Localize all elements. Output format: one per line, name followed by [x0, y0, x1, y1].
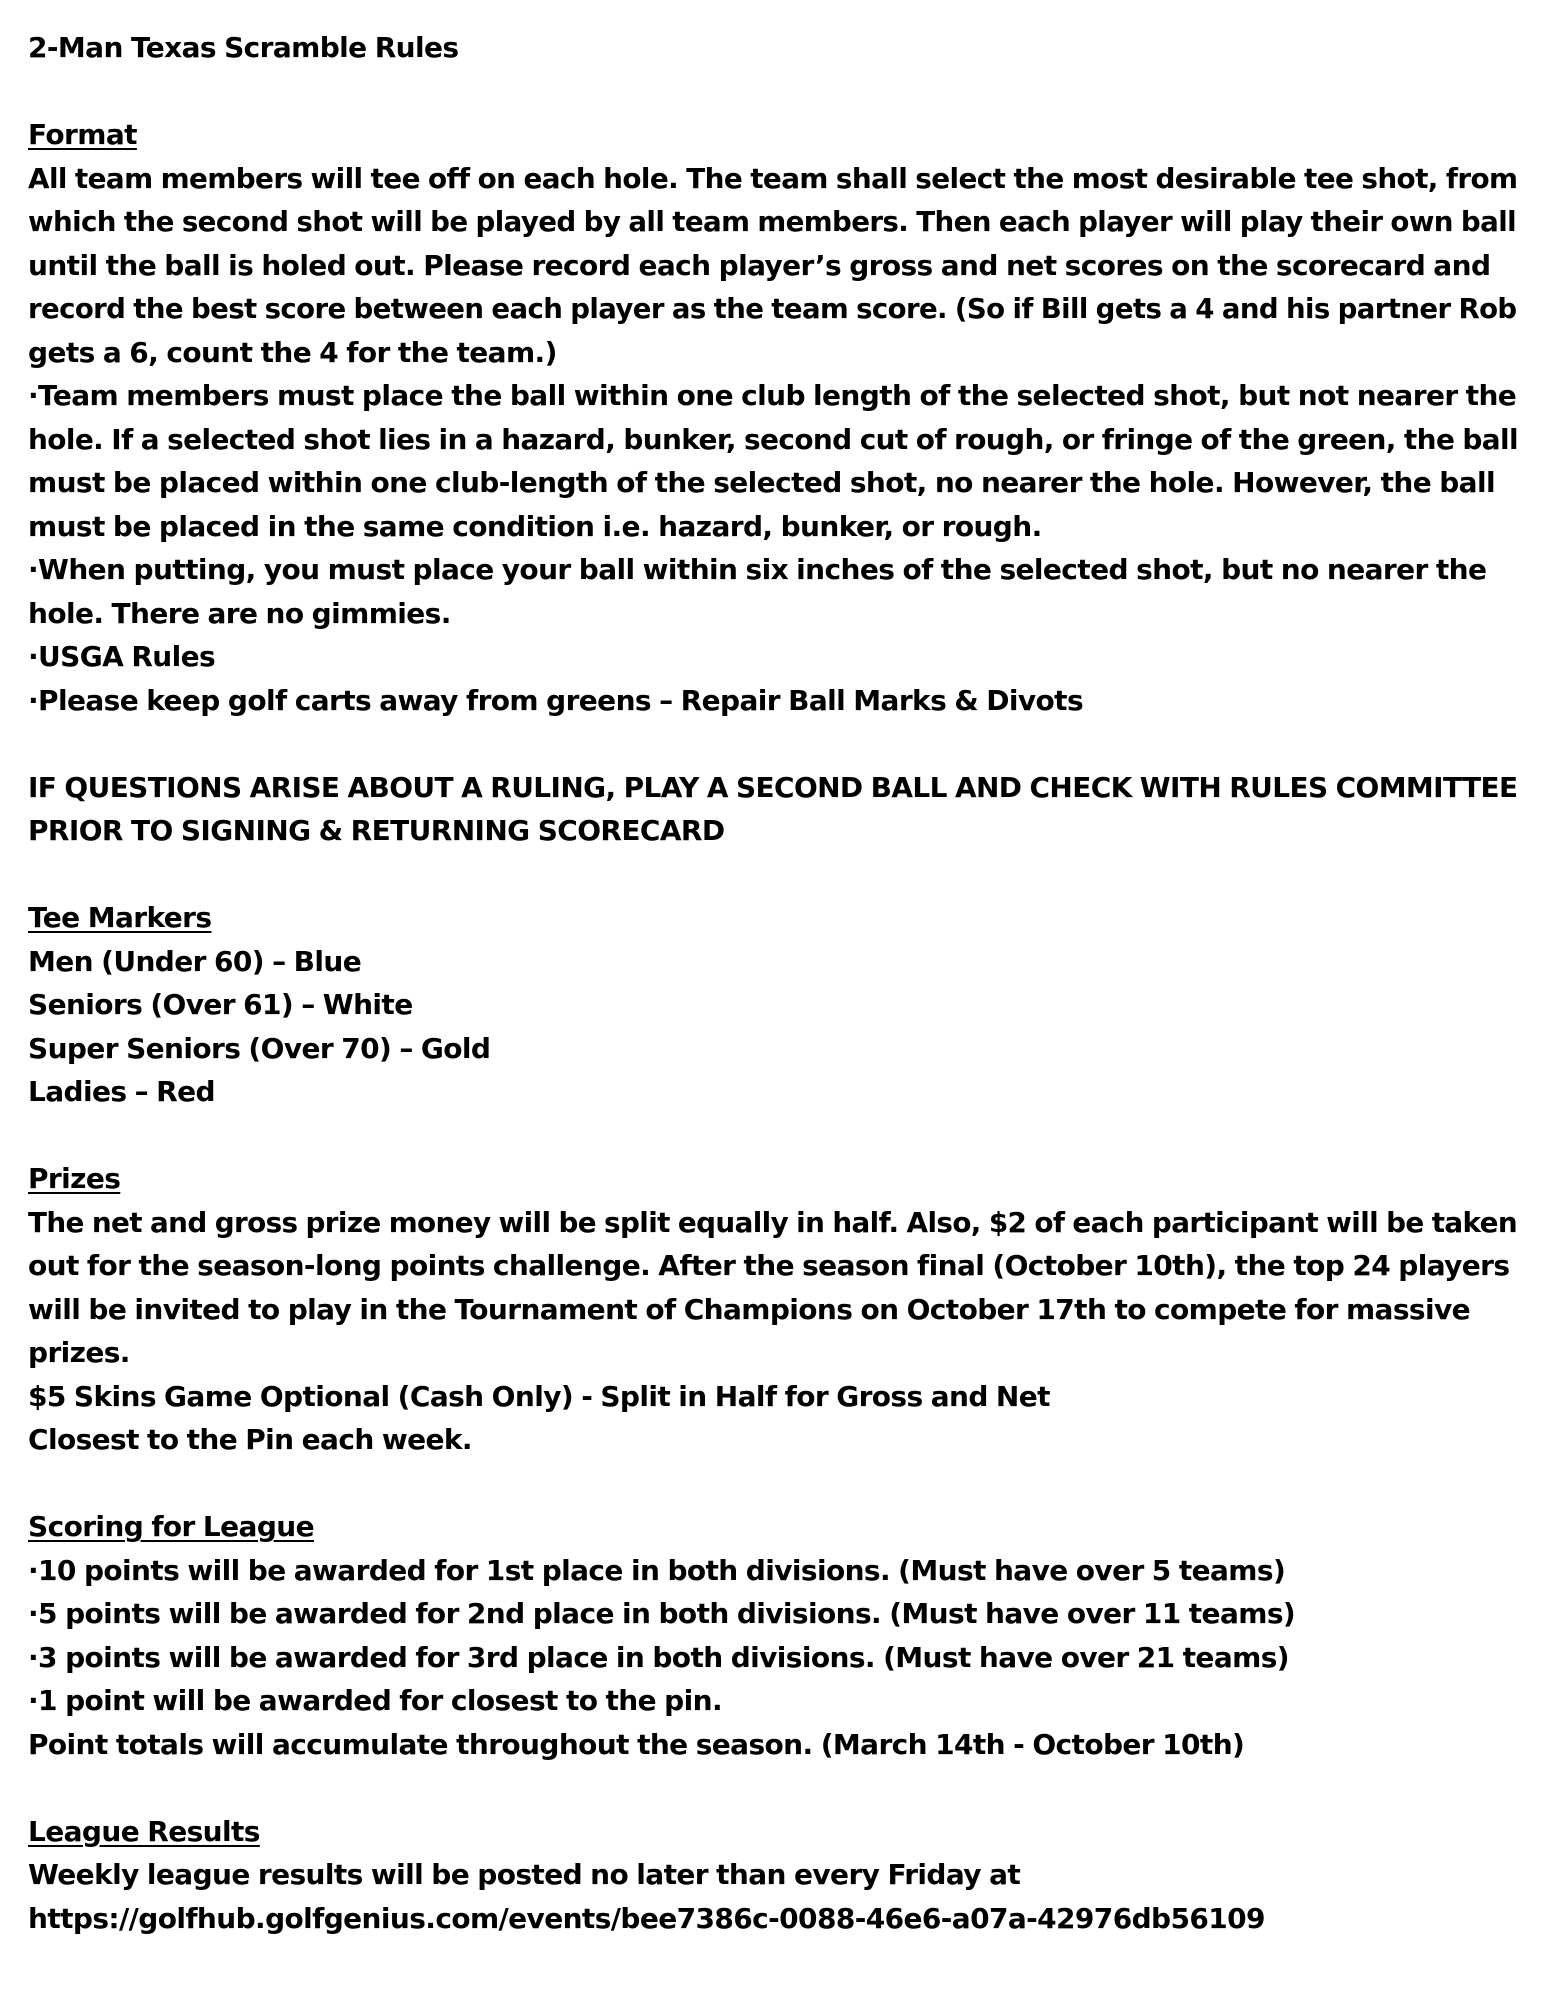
prizes-line: $5 Skins Game Optional (Cash Only) - Split in Half for Gross and Net: [28, 1379, 1050, 1413]
format-line: hole. If a selected shot lies in a hazard, bunker, second cut of rough, or fringe of the green, the ball: [28, 422, 1518, 456]
scoring-line: ·3 points will be awarded for 3rd place in both divisions. (Must have over 21 teams): [28, 1640, 1289, 1674]
blank-line: [28, 70, 1518, 114]
prizes-heading: Prizes: [28, 1162, 121, 1195]
format-line: until the ball is holed out. Please record each player’s gross and net scores on the scorecard and: [28, 248, 1491, 282]
prizes-line: prizes.: [28, 1336, 130, 1369]
tee-marker-item: Seniors (Over 61) – White: [28, 988, 413, 1021]
prizes-section: [28, 1157, 1518, 1462]
rules-document: [28, 26, 1518, 1940]
tee-marker-item: Super Seniors (Over 70) – Gold: [28, 1031, 491, 1065]
tee-marker-item: Ladies – Red: [28, 1075, 215, 1108]
format-section: [28, 113, 1518, 722]
blank-line: [28, 1462, 1518, 1506]
results-line: Weekly league results will be posted no later than every Friday at: [28, 1858, 1021, 1891]
format-line: record the best score between each player as the team score. (So if Bill gets a 4 and his partner Rob: [28, 292, 1517, 325]
prizes-line: will be invited to play in the Tournament of Champions on October 17th to compete for massive: [28, 1292, 1470, 1326]
ruling-notice: [28, 766, 1518, 853]
tee-markers-section: [28, 896, 1518, 1114]
format-line: ·USGA Rules: [28, 640, 216, 673]
blank-line: [28, 722, 1518, 766]
blank-line: [28, 1766, 1518, 1810]
tee-marker-item: Men (Under 60) – Blue: [28, 944, 362, 978]
notice-line: PRIOR TO SIGNING & RETURNING SCORECARD: [28, 814, 725, 847]
document-title: 2-Man Texas Scramble Rules: [28, 31, 459, 64]
scoring-section: [28, 1505, 1518, 1766]
notice-line: IF QUESTIONS ARISE ABOUT A RULING, PLAY A SECOND BALL AND CHECK WITH RULES COMMITTEE: [28, 770, 1518, 804]
format-line: must be placed within one club-length of the selected shot, no nearer the hole. However, the ball: [28, 466, 1495, 499]
tee-markers-heading: Tee Markers: [28, 901, 212, 934]
blank-line: [28, 1114, 1518, 1158]
format-line: All team members will tee off on each hole. The team shall select the most desirable tee shot, from: [28, 161, 1518, 195]
format-line: ·Please keep golf carts away from greens – Repair Ball Marks & Divots: [28, 683, 1084, 717]
prizes-line: out for the season-long points challenge. After the season final (October 10th), the top 24 players: [28, 1249, 1510, 1282]
results-url: https://golfhub.golfgenius.com/events/bee7386c-0088-46e6-a07a-42976db56109: [28, 1901, 1265, 1935]
results-section: [28, 1810, 1518, 1941]
prizes-line: The net and gross prize money will be split equally in half. Also, $2 of each participant will be taken: [28, 1205, 1518, 1239]
scoring-line: ·5 points will be awarded for 2nd place in both divisions. (Must have over 11 teams): [28, 1597, 1296, 1630]
results-heading: League Results: [28, 1814, 260, 1848]
format-line: ·Team members must place the ball within one club length of the selected shot, but not nearer the: [28, 379, 1517, 412]
blank-line: [28, 853, 1518, 897]
format-line: hole. There are no gimmies.: [28, 596, 451, 630]
format-heading: Format: [28, 118, 137, 151]
scoring-line: Point totals will accumulate throughout the season. (March 14th - October 10th): [28, 1727, 1245, 1761]
format-line: gets a 6, count the 4 for the team.): [28, 335, 557, 369]
format-line: must be placed in the same condition i.e. hazard, bunker, or rough.: [28, 509, 1042, 543]
scoring-heading: Scoring for League: [28, 1510, 314, 1543]
format-line: which the second shot will be played by all team members. Then each player will play their own ball: [28, 205, 1516, 238]
scoring-line: ·1 point will be awarded for closest to the pin.: [28, 1684, 722, 1717]
scoring-line: ·10 points will be awarded for 1st place in both divisions. (Must have over 5 teams): [28, 1553, 1286, 1587]
format-line: ·When putting, you must place your ball within six inches of the selected shot, but no nearer the: [28, 553, 1487, 586]
prizes-line: Closest to the Pin each week.: [28, 1423, 472, 1456]
